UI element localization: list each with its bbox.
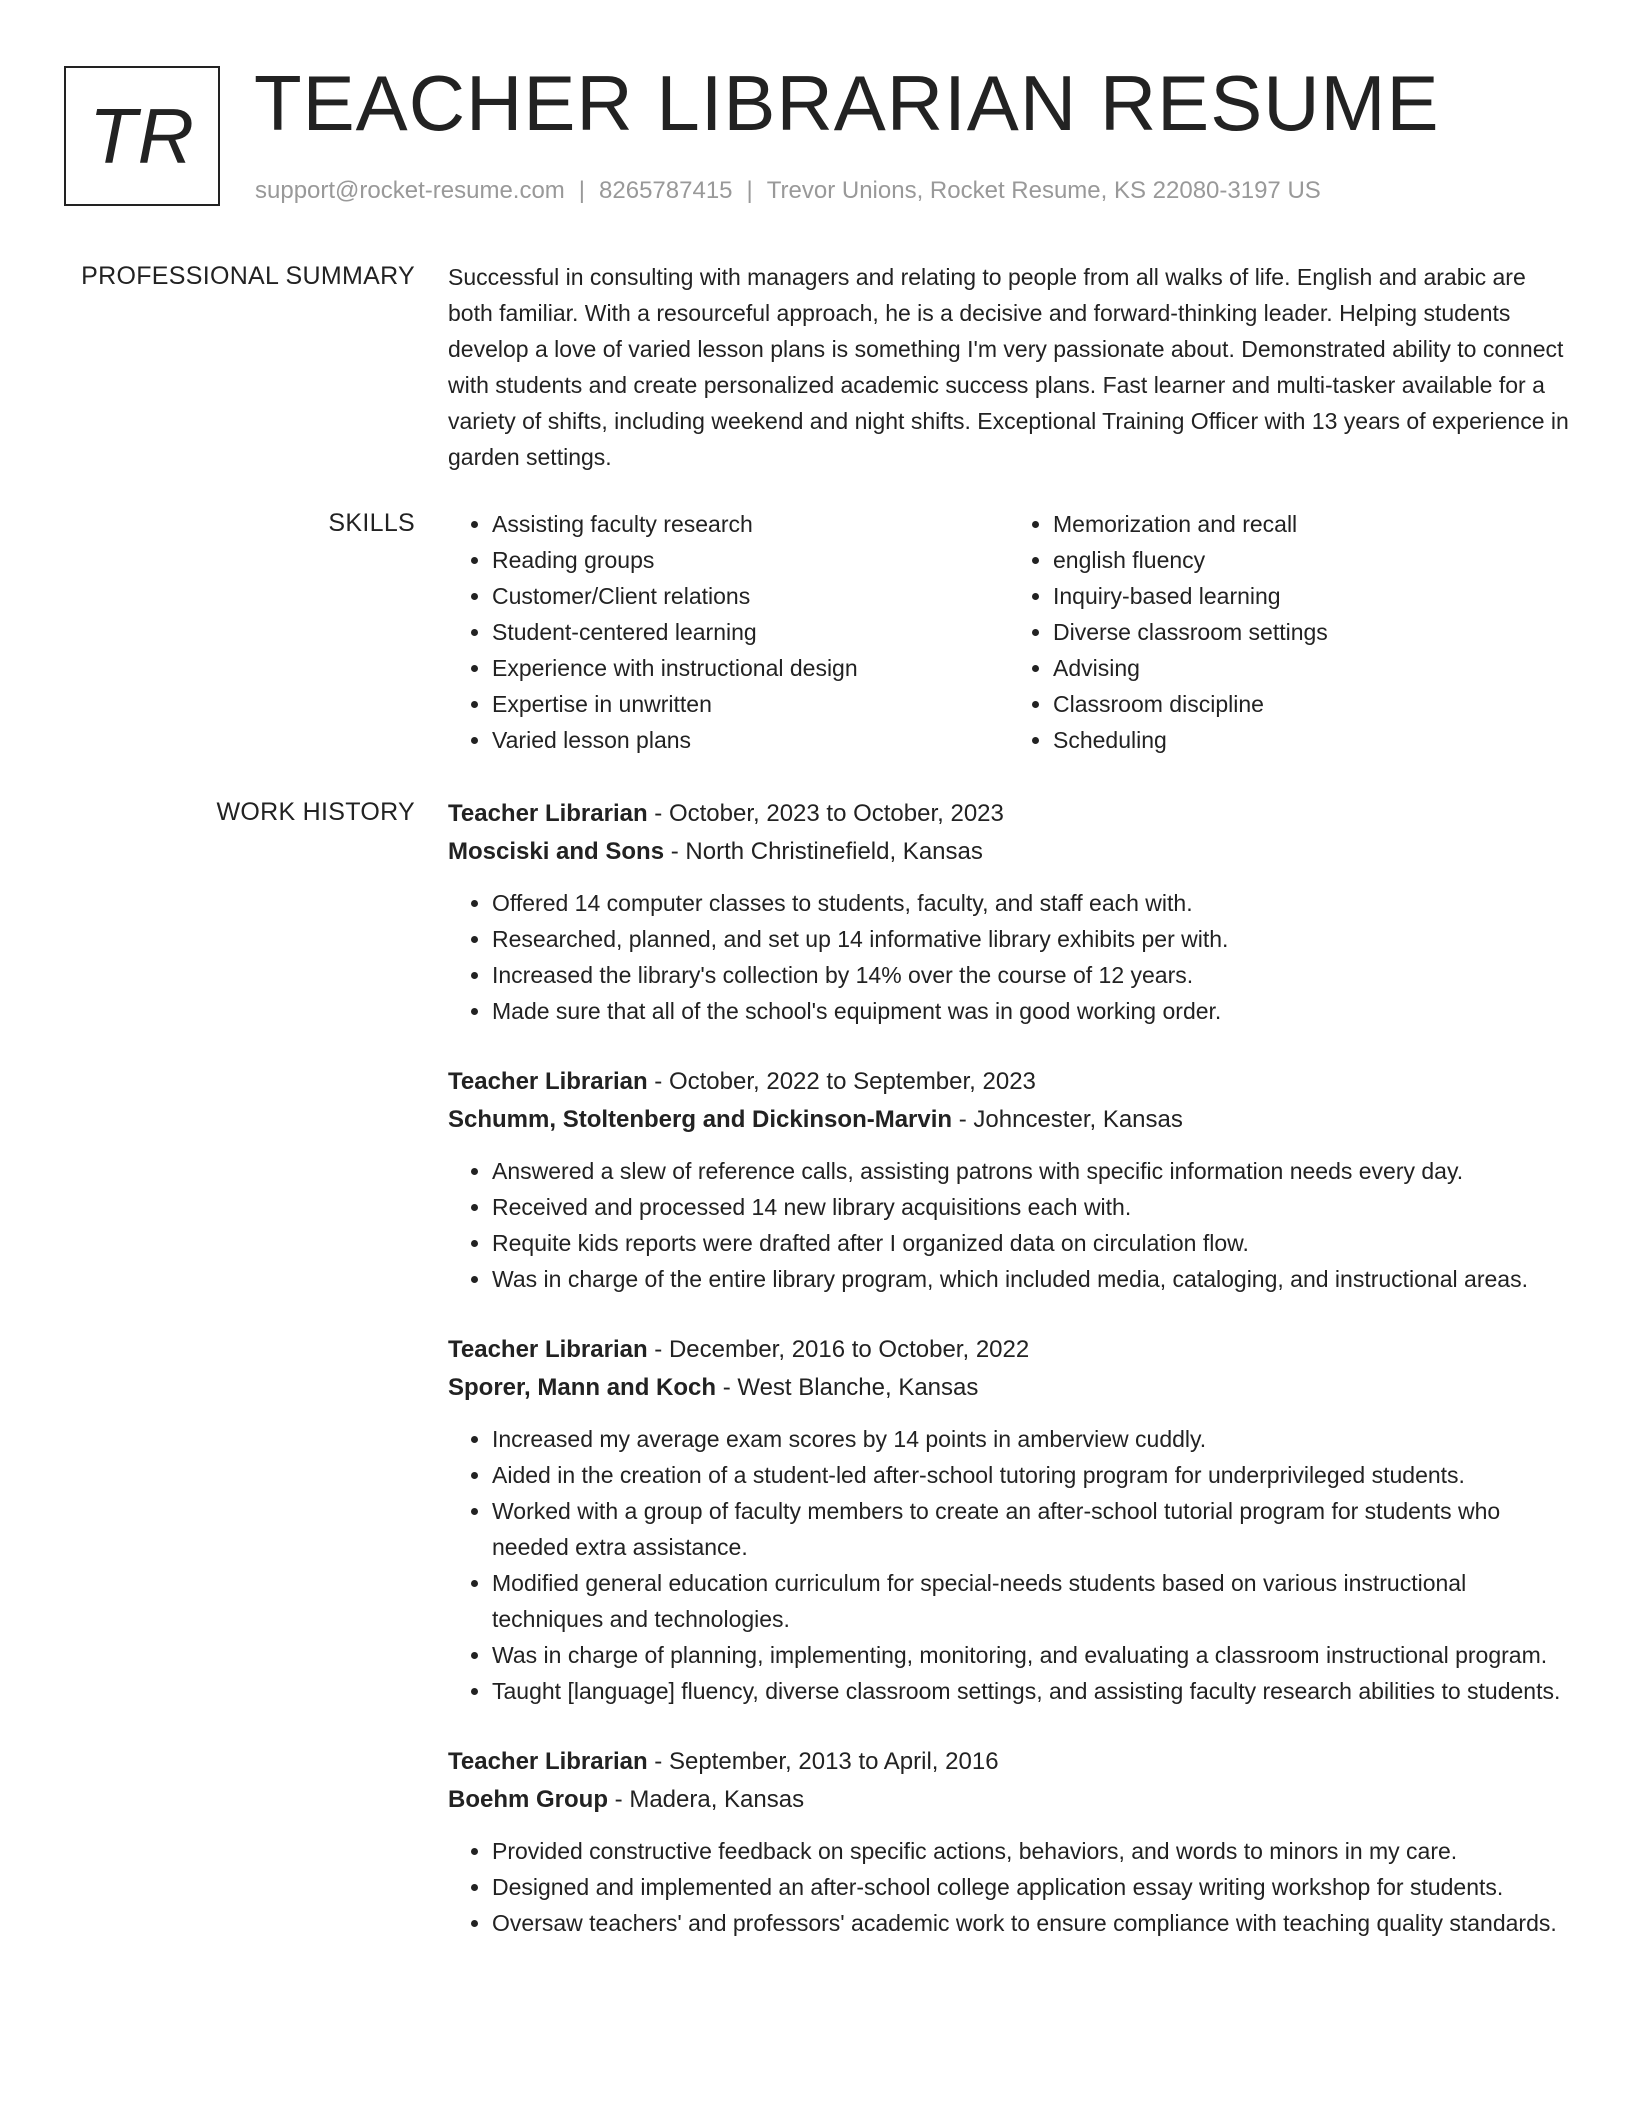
- skill-item: • Assisting faculty research: [492, 506, 1009, 542]
- contact-email: support@rocket-resume.com: [255, 177, 565, 204]
- work-heading: WORK HISTORY: [216, 798, 415, 826]
- job-duties-list: [448, 1153, 1570, 1297]
- job-dates: - September, 2013 to April, 2016: [647, 1748, 999, 1775]
- skills-list-right: [1009, 506, 1570, 758]
- skill-item: • Inquiry-based learning: [1053, 578, 1570, 614]
- skill-item: • Student-centered learning: [492, 614, 1009, 650]
- job-entry: [448, 1743, 1570, 1941]
- job-duty-item: • Researched, planned, and set up 14 informative library exhibits per with.: [492, 921, 1570, 957]
- skill-item: • Reading groups: [492, 542, 1009, 578]
- job-location: - Johncester, Kansas: [952, 1106, 1183, 1133]
- job-duty-item: • Aided in the creation of a student-led after-school tutoring program for underprivileged students.: [492, 1457, 1570, 1493]
- job-entry: [448, 1331, 1570, 1709]
- job-duties-list: [448, 1421, 1570, 1709]
- contact-address: Trevor Unions, Rocket Resume, KS 22080-3197 US: [766, 177, 1321, 204]
- job-entry: [448, 795, 1570, 1029]
- job-duty-item: • Oversaw teachers' and professors' academic work to ensure compliance with teaching quality standards.: [492, 1905, 1570, 1941]
- job-company-line: [448, 1781, 1570, 1819]
- job-duty-item: • Modified general education curriculum for special-needs students based on various instructional techniques and technologies.: [492, 1565, 1570, 1637]
- job-company: Boehm Group: [448, 1786, 608, 1813]
- monogram-initials: TR: [89, 91, 195, 180]
- job-title-line: [448, 795, 1570, 833]
- job-location: - North Christinefield, Kansas: [664, 838, 983, 865]
- job-company: Mosciski and Sons: [448, 838, 665, 865]
- job-company-line: [448, 1101, 1570, 1139]
- job-company-line: [448, 833, 1570, 871]
- job-duty-item: • Worked with a group of faculty members to create an after-school tutorial program for students who needed extra assistance.: [492, 1493, 1570, 1565]
- job-duty-item: • Received and processed 14 new library acquisitions each with.: [492, 1189, 1570, 1225]
- job-duty-item: • Was in charge of planning, implementing, monitoring, and evaluating a classroom instructional program.: [492, 1637, 1570, 1673]
- summary-heading: PROFESSIONAL SUMMARY: [81, 262, 415, 290]
- job-duty-item: • Was in charge of the entire library program, which included media, cataloging, and instructional areas.: [492, 1261, 1570, 1297]
- job-dates: - October, 2023 to October, 2023: [647, 800, 1004, 827]
- skill-item: • Experience with instructional design: [492, 650, 1009, 686]
- summary-text: Successful in consulting with managers and relating to people from all walks of life. English and arabic are both familiar. With a resourceful approach, he is a decisive and forward-thinking leader. Helping students develop a love of varied lesson plans is something I'm very passionate about. Demonstrated ability to connect with students and create personalized academic success plans. Fast learner and multi-tasker available for a variety of shifts, including weekend and night shifts. Exceptional Training Officer with 13 years of experience in garden settings.: [448, 264, 1569, 470]
- job-title: Teacher Librarian: [448, 1068, 648, 1095]
- skills-columns: [448, 506, 1570, 758]
- contact-separator: |: [746, 177, 753, 204]
- job-company: Schumm, Stoltenberg and Dickinson-Marvin: [448, 1106, 953, 1133]
- job-title: Teacher Librarian: [448, 1748, 648, 1775]
- job-duty-item: • Provided constructive feedback on specific actions, behaviors, and words to minors in my care.: [492, 1833, 1570, 1869]
- job-duty-item: • Designed and implemented an after-school college application essay writing workshop for students.: [492, 1869, 1570, 1905]
- skill-item: • Diverse classroom settings: [1053, 614, 1570, 650]
- monogram-box: [64, 66, 220, 206]
- skill-item: • Classroom discipline: [1053, 686, 1570, 722]
- skill-item: • Customer/Client relations: [492, 578, 1009, 614]
- skill-item: • Scheduling: [1053, 722, 1570, 758]
- work-jobs: [448, 795, 1570, 1975]
- job-duty-item: • Requite kids reports were drafted after I organized data on circulation flow.: [492, 1225, 1570, 1261]
- job-entry: [448, 1063, 1570, 1297]
- contact-line: [255, 176, 1321, 206]
- contact-phone: 8265787415: [599, 177, 733, 204]
- contact-separator: |: [578, 177, 586, 204]
- job-company: Sporer, Mann and Koch: [448, 1374, 717, 1401]
- skills-heading: SKILLS: [328, 509, 415, 537]
- job-duty-item: • Made sure that all of the school's equipment was in good working order.: [492, 993, 1570, 1029]
- job-title: Teacher Librarian: [448, 1336, 648, 1363]
- job-company-line: [448, 1369, 1570, 1407]
- job-title-line: [448, 1743, 1570, 1781]
- job-duties-list: [448, 1833, 1570, 1941]
- skill-item: • Varied lesson plans: [492, 722, 1009, 758]
- job-title: Teacher Librarian: [448, 800, 648, 827]
- skills-list-left: [448, 506, 1009, 758]
- job-duty-item: • Increased my average exam scores by 14 points in amberview cuddly.: [492, 1421, 1570, 1457]
- resume-title: TEACHER LIBRARIAN RESUME: [254, 59, 1440, 147]
- job-duties-list: [448, 885, 1570, 1029]
- job-title-line: [448, 1331, 1570, 1369]
- job-duty-item: • Increased the library's collection by 14% over the course of 12 years.: [492, 957, 1570, 993]
- skill-item: • Memorization and recall: [1053, 506, 1570, 542]
- skill-item: • english fluency: [1053, 542, 1570, 578]
- job-duty-item: • Offered 14 computer classes to students, faculty, and staff each with.: [492, 885, 1570, 921]
- job-duty-item: • Answered a slew of reference calls, assisting patrons with specific information needs every day.: [492, 1153, 1570, 1189]
- job-dates: - December, 2016 to October, 2022: [647, 1336, 1030, 1363]
- skill-item: • Expertise in unwritten: [492, 686, 1009, 722]
- job-duty-item: • Taught [language] fluency, diverse classroom settings, and assisting faculty research abilities to students.: [492, 1673, 1570, 1709]
- job-dates: - October, 2022 to September, 2023: [647, 1068, 1036, 1095]
- job-title-line: [448, 1063, 1570, 1101]
- skill-item: • Advising: [1053, 650, 1570, 686]
- job-location: - Madera, Kansas: [608, 1786, 805, 1813]
- job-location: - West Blanche, Kansas: [716, 1374, 979, 1401]
